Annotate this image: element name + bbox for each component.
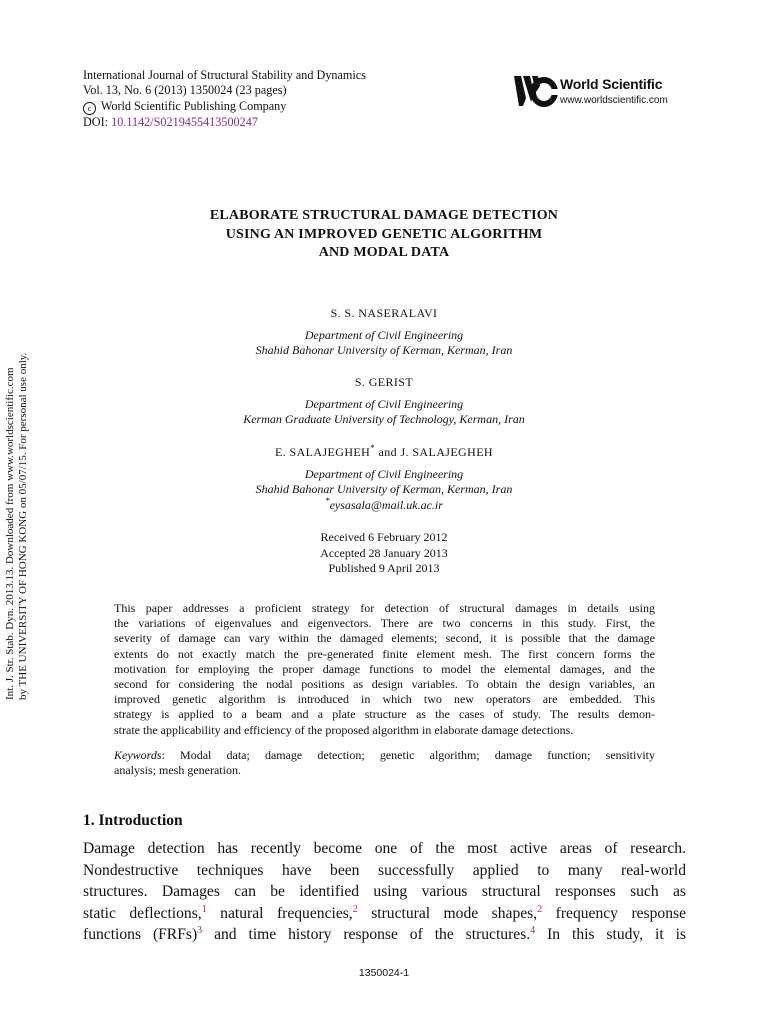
author-block-1 xyxy=(120,306,648,359)
reference-link[interactable]: 2 xyxy=(537,903,543,915)
published-date: Published 9 April 2013 xyxy=(328,561,440,575)
download-watermark xyxy=(0,0,40,1024)
author-name: S. GERIST xyxy=(354,375,414,389)
reference-link[interactable]: 1 xyxy=(201,903,207,915)
author-department: Department of Civil Engineering xyxy=(304,466,464,481)
introduction-body: Damage detection has recently become one of the most active areas of research. Nondestructive techniques have been successfully applied to many real-world structures. Damages can be identified using various structural responses such as static deflections,$^1$ natural frequencies,$^2$ structural mode shapes,$^2$ frequency response functions (FRFs)$^3$ and time history response of the structures.$^4$ In this study, it is xyxy=(83,840,687,944)
copyright-icon: c xyxy=(83,102,96,115)
doi-link[interactable]: 10.1142/S0219455413500247 xyxy=(111,114,258,129)
abstract: This paper addresses a proficient strategy for detection of structural damages in details using the variations of eigenvalues and eigenvectors. There are two concerns in this study. First, the severity of damage can vary within the damaged elements; second, it is possible that the damage extents do not exactly match the pre-generated finite element mesh. The first concern forms the motivation for employing the proper damage functions to model the elemental damages, and the second for considering the nodal positions as design variables. To obtain the design variables, an improved genetic algorithm is introduced in which two new operators are embedded. This strategy is applied to a beam and a plate structure as the cases of study. The results demon- strate the applicability and efficiency of the proposed algorithm in elaborate damage detections. xyxy=(114,601,655,737)
author-name: S. S. NASERALAVI xyxy=(330,306,438,320)
author-department: Department of Civil Engineering xyxy=(304,327,464,342)
world-scientific-logo-icon xyxy=(512,72,558,110)
reference-link[interactable]: 4 xyxy=(530,925,536,937)
author-department: Department of Civil Engineering xyxy=(304,396,464,411)
journal-header xyxy=(83,68,366,130)
author-university: Shahid Bahonar University of Kerman, Kerman, Iran xyxy=(255,343,513,357)
watermark-line-1: Int. J. Str. Stab. Dyn. 2013.13. Downloaded from www.worldscientific.com xyxy=(4,367,16,700)
logo-title: World Scientific xyxy=(560,76,663,92)
keywords-label: Keywords xyxy=(114,748,162,762)
author-university: Shahid Bahonar University of Kerman, Kerman, Iran xyxy=(255,482,513,496)
author-university: Kerman Graduate University of Technology, Kerman, Iran xyxy=(243,412,525,426)
author-email[interactable]: *eysasala@mail.uk.ac.ir xyxy=(325,495,443,512)
reference-link[interactable]: 3 xyxy=(197,925,203,937)
accepted-date: Accepted 28 January 2013 xyxy=(320,545,448,560)
section-heading: 1. Introduction xyxy=(83,812,183,829)
reference-link[interactable]: 2 xyxy=(352,903,358,915)
page-number: 1350024-1 xyxy=(358,967,410,979)
copyright-line: c World Scientific Publishing Company xyxy=(83,99,366,115)
publisher-logo[interactable] xyxy=(512,72,687,112)
journal-name: International Journal of Structural Stability and Dynamics xyxy=(83,68,366,82)
publication-dates xyxy=(120,530,648,577)
watermark-line-2: by THE UNIVERSITY OF HONG KONG on 05/07/15. For personal use only. xyxy=(16,352,29,700)
author-names: E. SALAJEGHEH* and J. SALAJEGHEH xyxy=(275,443,493,459)
author-block-2 xyxy=(120,375,648,428)
doi-line: DOI: 10.1142/S0219455413500247 xyxy=(83,114,258,129)
journal-volume: Vol. 13, No. 6 (2013) 1350024 (23 pages) xyxy=(83,83,287,98)
keywords: Keywords: Modal data; damage detection; genetic algorithm; damage function; sensitivity analysis; mesh generation. xyxy=(114,748,655,778)
received-date: Received 6 February 2012 xyxy=(320,530,448,544)
author-block-3 xyxy=(120,445,648,513)
logo-url: www.worldscientific.com xyxy=(560,95,668,106)
paper-title: ELABORATE STRUCTURAL DAMAGE DETECTION USING AN IMPROVED GENETIC ALGORITHM AND MODAL DATA xyxy=(209,208,559,260)
